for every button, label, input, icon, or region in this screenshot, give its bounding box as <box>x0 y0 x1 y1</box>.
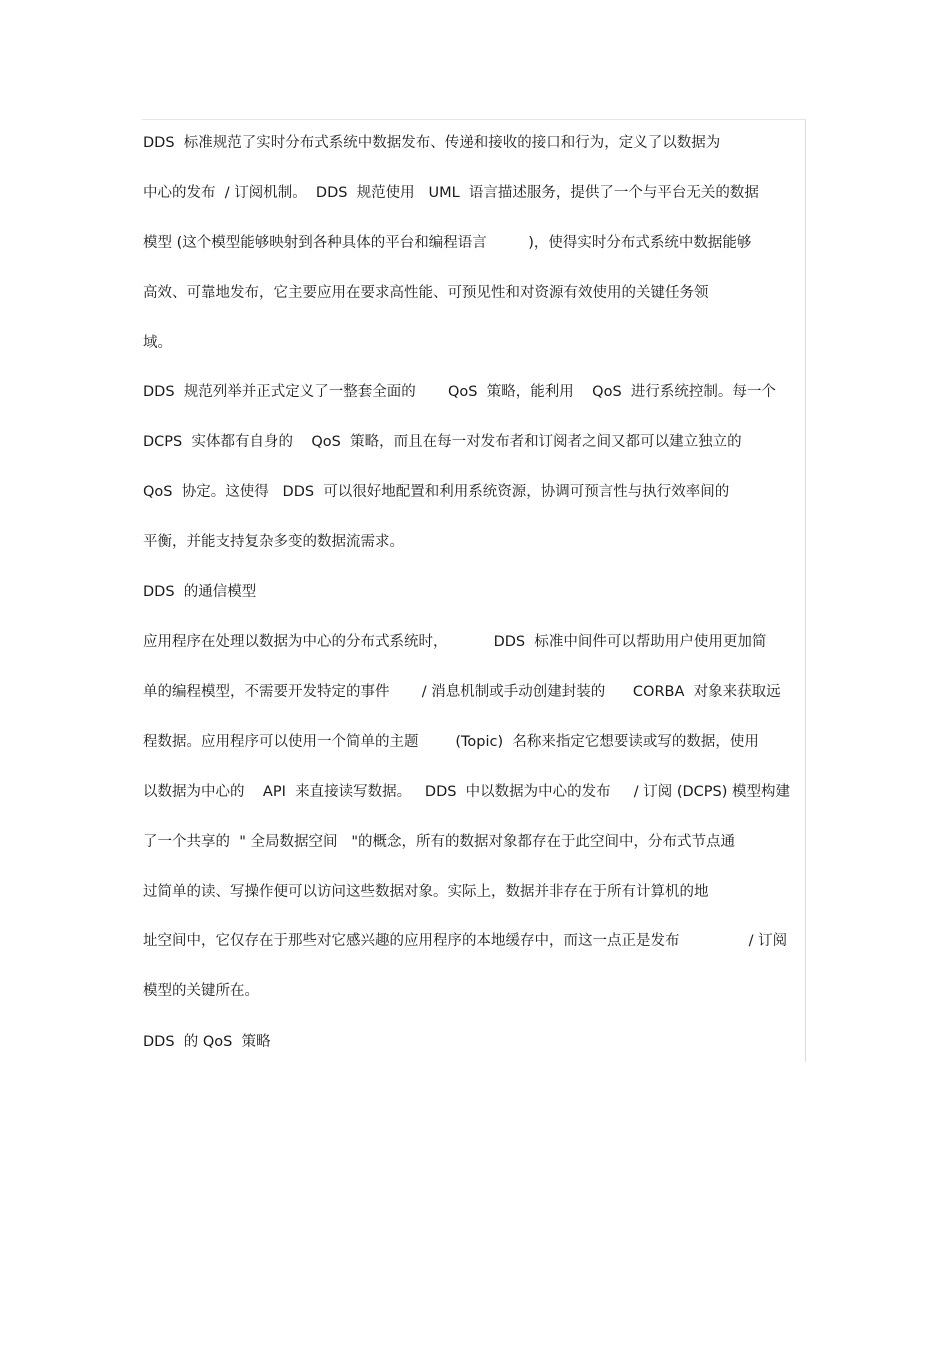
text-line: DCPS 实体都有自身的 QoS 策略，而且在每一对发布者和订阅者之间又都可以建立独立的 <box>143 434 742 450</box>
text-line: 高效、可靠地发布，它主要应用在要求高性能、可预见性和对资源有效使用的关键任务领 <box>143 285 709 301</box>
text-line: DDS 标准规范了实时分布式系统中数据发布、传递和接收的接口和行为，定义了以数据为 <box>143 135 721 151</box>
text-line: 中心的发布 / 订阅机制。 DDS 规范使用 UML 语言描述服务，提供了一个与平台无关的数据 <box>143 185 759 201</box>
section-heading: DDS 的 QoS 策略 <box>143 1034 271 1050</box>
text-line: 程数据。应用程序可以使用一个简单的主题 (Topic) 名称来指定它想要读或写的数据，使用 <box>143 734 759 750</box>
section-heading: DDS 的通信模型 <box>143 584 257 600</box>
text-line: 过简单的读、写操作便可以访问这些数据对象。实际上，数据并非存在于所有计算机的地 <box>143 884 709 900</box>
text-line: DDS 规范列举并正式定义了一整套全面的 QoS 策略，能利用 QoS 进行系统控制。每一个 <box>143 384 776 400</box>
text-line: 了一个共享的 " 全局数据空间 "的概念，所有的数据对象都存在于此空间中，分布式节点通 <box>143 834 735 850</box>
text-line: 单的编程模型，不需要开发特定的事件 / 消息机制或手动创建封装的 CORBA 对象来获取远 <box>143 684 781 700</box>
text-line: 模型的关键所在。 <box>143 983 259 999</box>
text-line: 址空间中，它仅存在于那些对它感兴趣的应用程序的本地缓存中，而这一点正是发布 / 订阅 <box>143 933 788 949</box>
text-line: 以数据为中心的 API 来直接读写数据。 DDS 中以数据为中心的发布 / 订阅 (DCPS) 模型构建 <box>143 784 790 800</box>
text-line: 域。 <box>143 335 172 351</box>
text-line: 应用程序在处理以数据为中心的分布式系统时， DDS 标准中间件可以帮助用户使用更加简 <box>143 634 767 650</box>
text-line: 平衡，并能支持复杂多变的数据流需求。 <box>143 534 404 550</box>
text-line: 模型 (这个模型能够映射到各种具体的平台和编程语言 )，使得实时分布式系统中数据能够 <box>143 235 752 251</box>
text-line: QoS 协定。这使得 DDS 可以很好地配置和利用系统资源，协调可预言性与执行效率间的 <box>143 484 730 500</box>
